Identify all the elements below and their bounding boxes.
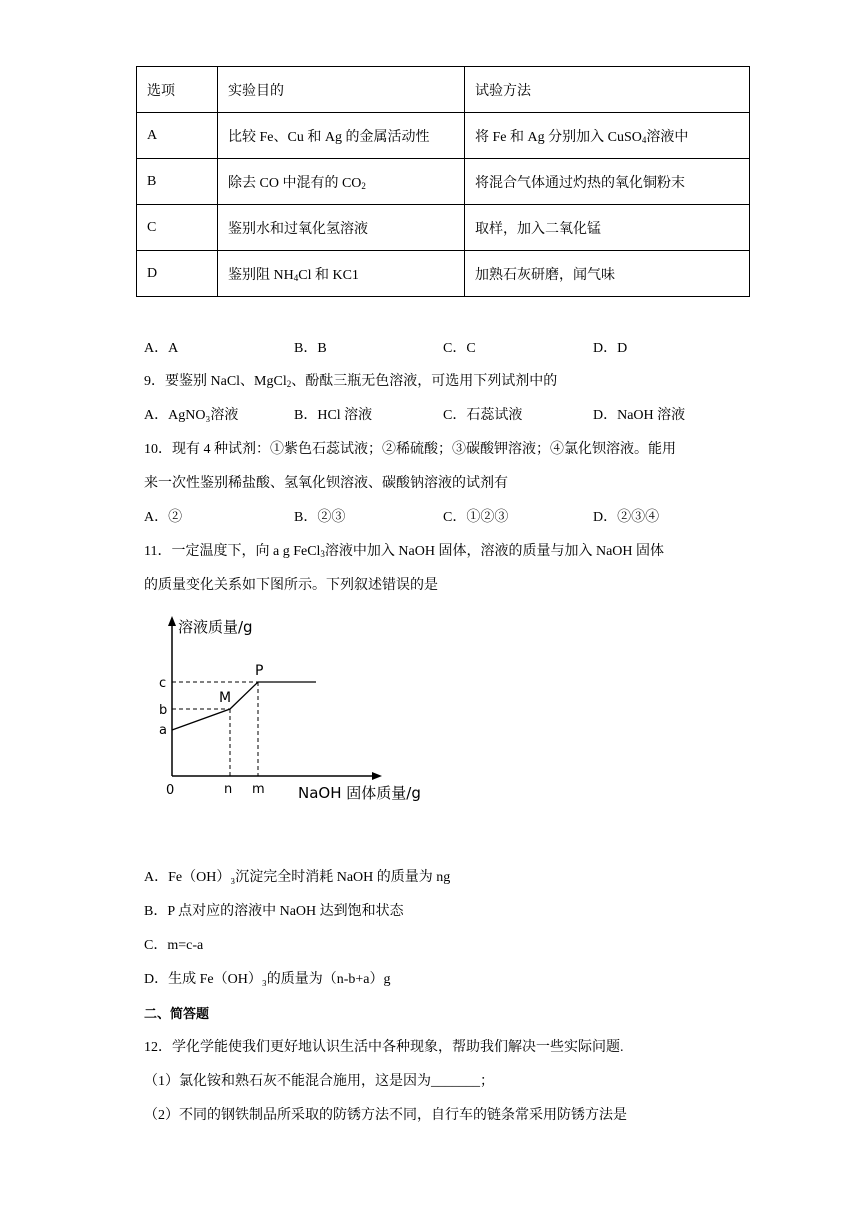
q9-stem: 9．要鉴别 NaCl、MgCl$_2$、酚酞三瓶无色溶液，可选用下列试剂中的 [144,374,558,389]
y-axis-label: 溶液质量/g [178,618,253,636]
point-label-p: P [255,663,264,679]
point-label-m: M [219,690,232,706]
tick-label-m: m [252,782,265,797]
q11-option-d: D．生成 Fe（OH）₃的质量为（n-b+a）g [144,972,391,987]
q8-option-d: D．D [593,341,628,356]
q8-option-c: C．C [443,341,476,356]
table-cell: 比较 Fe、Cu 和 Ag 的金属活动性 [218,113,465,159]
q8-option-a: A．A [144,341,179,356]
table-cell: B [137,159,218,205]
origin-label: 0 [166,783,175,798]
table-header-cell: 试验方法 [465,67,750,113]
table-header-cell: 选项 [137,67,218,113]
table-row [137,113,750,159]
table-cell: 加熟石灰研磨，闻气味 [465,251,750,297]
q9-option-c: C．石蕊试液 [443,408,523,423]
q10-option-a: A．② [144,510,183,525]
q10-stem-line2: 来一次性鉴别稀盐酸、氢氧化钡溶液、碳酸钠溶液的试剂有 [144,476,508,491]
x-axis-label: NaOH 固体质量/g [298,784,421,802]
options-table [136,66,750,297]
table-header-cell: 实验目的 [218,67,465,113]
q11-option-a: A．Fe（OH）₃沉淀完全时消耗 NaOH 的质量为 ng [144,870,451,885]
q9-option-a: A．AgNO₃溶液 [144,408,239,423]
mass-graph [150,610,430,810]
table-cell: C [137,205,218,251]
q12-sub2: （2）不同的钢铁制品所采取的防锈方法不同，自行车的链条常采用防锈方法是 [144,1108,627,1123]
tick-label-a: a [159,723,167,738]
tick-label-b: b [159,703,168,718]
table-row [137,159,750,205]
q10-stem-line1: 10．现有 4 种试剂：①紫色石蕊试液；②稀硫酸；③碳酸钾溶液；④氯化钡溶液。能用 [144,442,676,457]
q11-stem-line2: 的质量变化关系如下图所示。下列叙述错误的是 [144,578,438,593]
section-heading: 二、简答题 [144,1007,210,1022]
table-cell: 鉴别水和过氧化氢溶液 [218,205,465,251]
table-cell: 鉴别阻 $NH_4Cl$ 和 KC1 [218,251,465,297]
q10-option-d: D．②③④ [593,510,660,525]
q10-option-c: C．①②③ [443,510,509,525]
tick-label-c: c [159,676,167,691]
q9-option-d: D．NaOH 溶液 [593,408,686,423]
q11-stem-line1: 11．一定温度下，向 a g FeCl$_3$溶液中加入 NaOH 固体，溶液的质量与加入 NaOH 固体 [144,544,665,559]
table-cell: 除去 CO 中混有的 $CO_2$ [218,159,465,205]
table-cell: A [137,113,218,159]
tick-label-n: n [224,782,233,797]
x-axis-arrow [372,772,382,780]
table-cell: 将 Fe 和 Ag 分别加入 CuSO$_4$溶液中 [465,113,750,159]
table-row [137,205,750,251]
table-header-row [137,67,750,113]
table-cell: 将混合气体通过灼热的氧化铜粉末 [465,159,750,205]
q10-option-b: B．②③ [294,510,346,525]
y-axis-arrow [168,616,176,626]
q11-option-c: C．m=c-a [144,938,204,953]
q9-option-b: B．HCl 溶液 [294,408,373,423]
q12-sub1: （1）氯化铵和熟石灰不能混合施用，这是因为_______； [144,1074,494,1089]
table-cell: 取样，加入二氧化锰 [465,205,750,251]
table-cell: D [137,251,218,297]
q12-stem: 12．学化学能使我们更好地认识生活中各种现象，帮助我们解决一些实际问题. [144,1040,624,1055]
mass-curve [172,682,316,730]
q8-option-b: B．B [294,341,327,356]
table-row [137,251,750,297]
q11-option-b: B．P 点对应的溶液中 NaOH 达到饱和状态 [144,904,404,919]
